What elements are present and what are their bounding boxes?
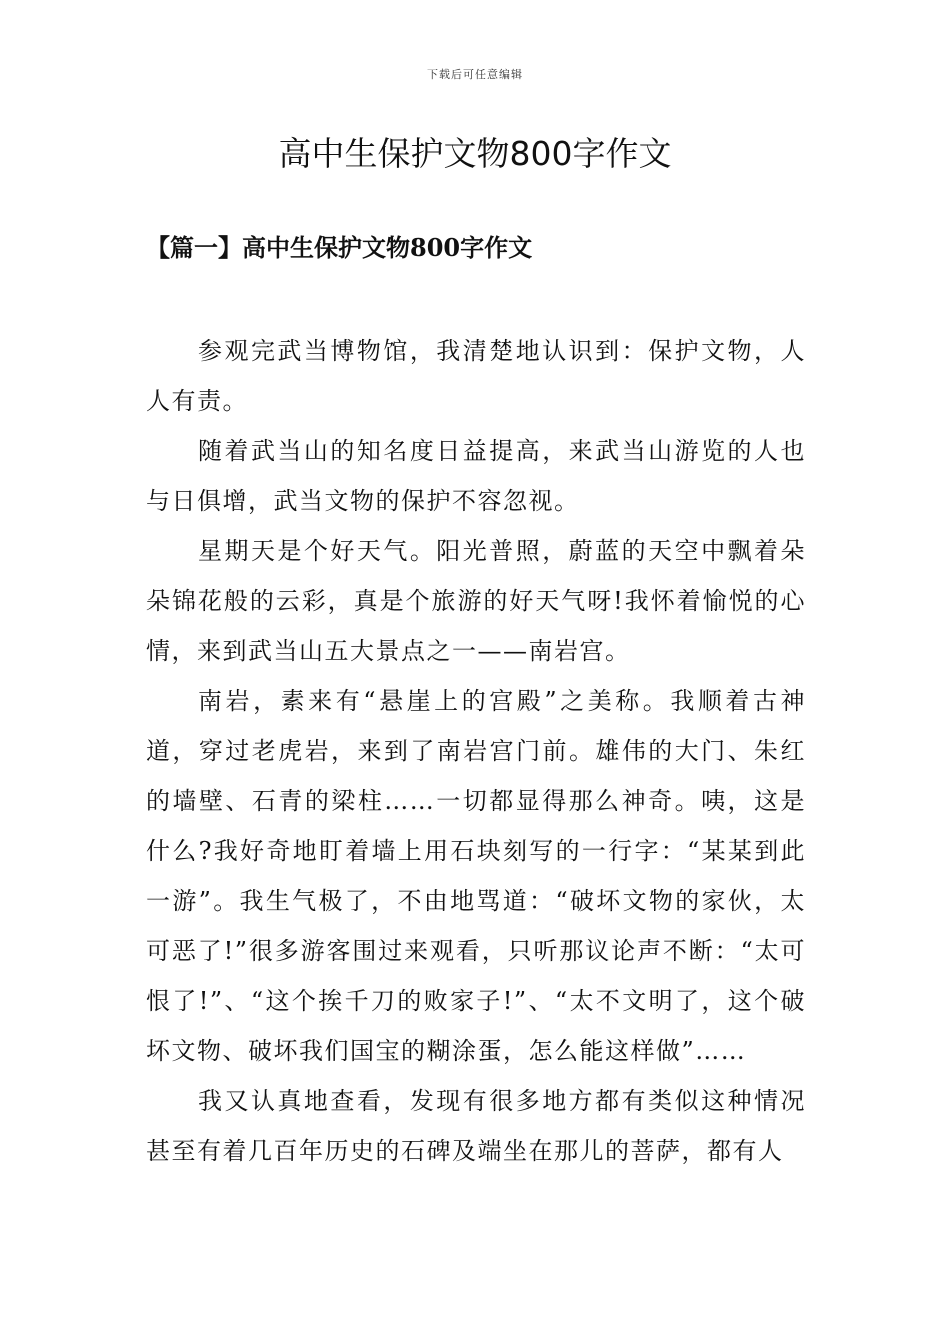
document-title: 高中生保护文物800字作文	[278, 134, 672, 173]
paragraph: 星期天是个好天气。阳光普照，蔚蓝的天空中飘着朵朵锦花般的云彩，真是个旅游的好天气呀!我怀着愉悦的心情，来到武当山五大景点之一——南岩宫。	[146, 537, 806, 665]
section-heading: 【篇一】高中生保护文物800字作文	[146, 233, 533, 262]
paragraph: 南岩，素来有“悬崖上的宫殿”之美称。我顺着古神道，穿过老虎岩，来到了南岩宫门前。雄伟的大门、朱红的墙壁、石青的梁柱……一切都显得那么神奇。咦，这是什么?我好奇地盯着墙上用石块刻写的一行字：“某某到此一游”。我生气极了，不由地骂道：“破坏文物的家伙，太可恶了!”很多游客围过来观看，只听那议论声不断：“太可恨了!”、“这个挨千刀的败家子!”、“太不文明了，这个破坏文物、破坏我们国宝的糊涂蛋，怎么能这样做”……	[146, 687, 806, 1065]
paragraph: 我又认真地查看，发现有很多地方都有类似这种情况甚至有着几百年历史的石碑及端坐在那儿的菩萨，都有人	[146, 1087, 806, 1165]
page-header-note: 下载后可任意编辑	[427, 68, 523, 81]
paragraph: 随着武当山的知名度日益提高，来武当山游览的人也与日俱增，武当文物的保护不容忽视。	[146, 437, 806, 515]
essay-body	[146, 326, 806, 1176]
paragraph: 参观完武当博物馆，我清楚地认识到：保护文物，人人有责。	[146, 337, 806, 415]
